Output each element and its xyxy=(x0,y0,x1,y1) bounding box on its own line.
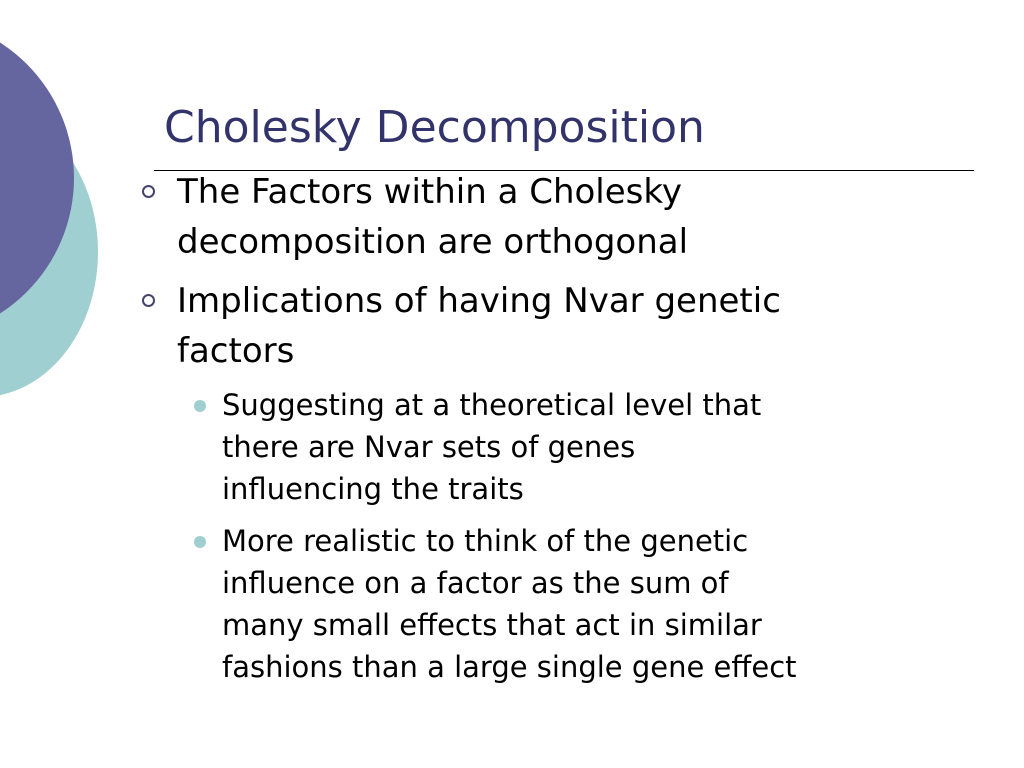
hollow-circle-bullet-icon xyxy=(142,185,155,198)
hollow-circle-bullet-icon xyxy=(142,294,155,307)
bullet-text-line: Implications of having Nvar genetic xyxy=(177,281,781,321)
sub-bullet-text-line: many small effects that act in similar xyxy=(222,608,762,642)
sub-bullet-text-line: More realistic to think of the genetic xyxy=(222,524,749,558)
bullet-item xyxy=(177,167,967,267)
bullet-text-line: The Factors within a Cholesky xyxy=(177,172,682,212)
sub-bullet-text-line: there are Nvar sets of genes xyxy=(222,430,636,464)
sub-bullet-item xyxy=(222,384,982,510)
sub-bullet-text-line: Suggesting at a theoretical level that xyxy=(222,388,762,422)
filled-dot-bullet-icon xyxy=(194,400,206,412)
filled-dot-bullet-icon xyxy=(194,536,206,548)
bullet-text-line: factors xyxy=(177,331,295,371)
sub-bullet-item xyxy=(222,520,982,688)
bullet-item xyxy=(177,276,967,376)
sub-bullet-text-line: influencing the traits xyxy=(222,472,524,506)
slide-title: Cholesky Decomposition xyxy=(164,102,705,153)
sub-bullet-text-line: influence on a factor as the sum of xyxy=(222,566,729,600)
sub-bullet-text-line: fashions than a large single gene effect xyxy=(222,650,797,684)
bullet-text-line: decomposition are orthogonal xyxy=(177,222,689,262)
